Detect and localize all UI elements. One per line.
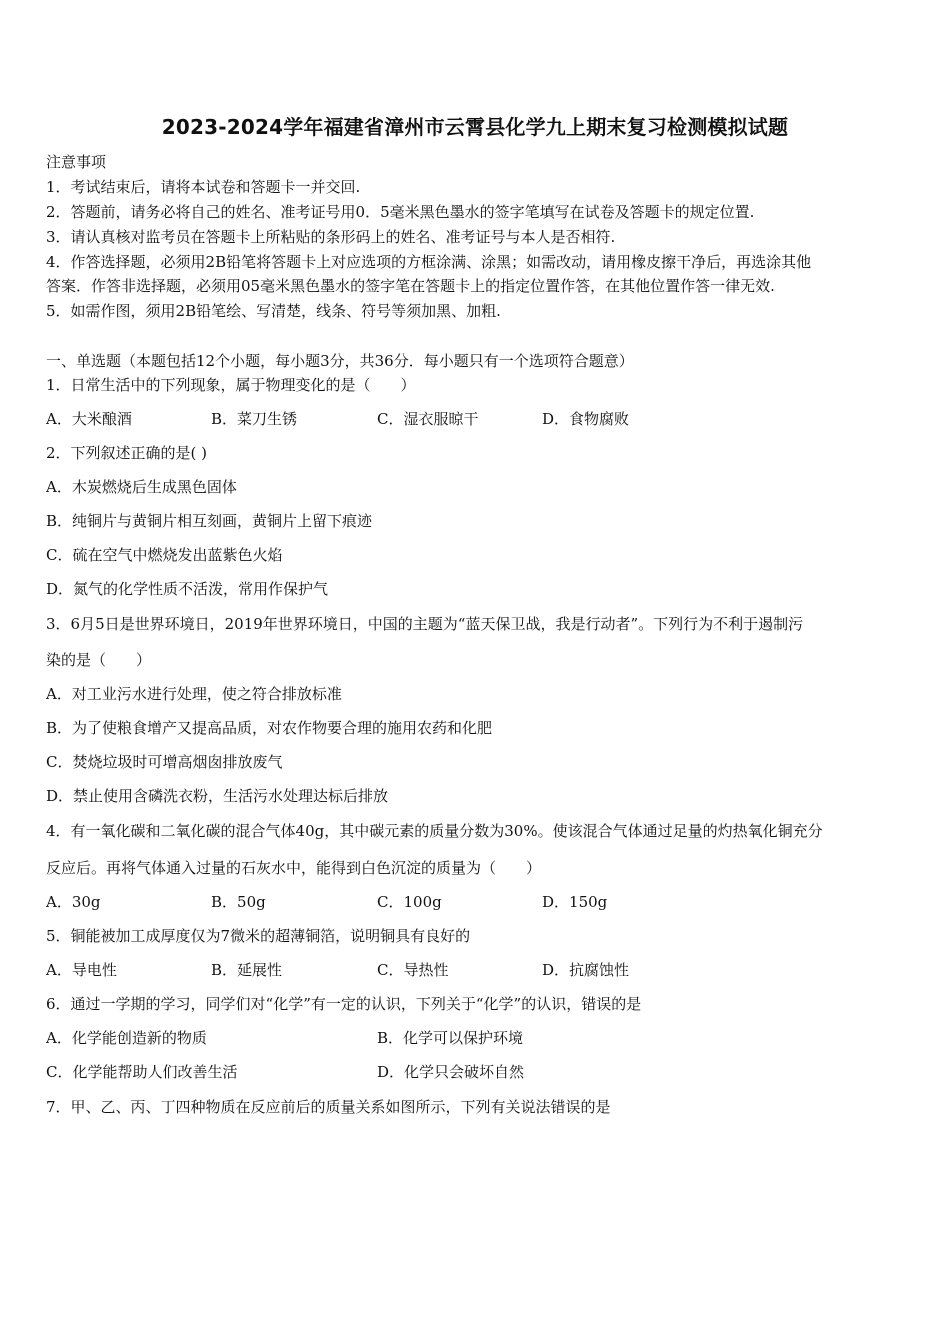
q6-option-a: A．化学能创造新的物质 [46, 1029, 207, 1047]
q1-option-d: D．食物腐败 [542, 410, 630, 428]
question-4-stem-cont: 反应后。再将气体通入过量的石灰水中，能得到白色沉淀的质量为（ ） [46, 859, 542, 877]
q3-option-b: B．为了使粮食增产又提高品质，对农作物要合理的施用农药和化肥 [46, 719, 493, 737]
notice-item: 2．答题前，请务必将自己的姓名、准考证号用0．5毫米黑色墨水的签字笔填写在试卷及答题卡的规定位置. [46, 203, 755, 221]
q5-option-d: D．抗腐蚀性 [542, 961, 630, 979]
q2-option-d: D．氮气的化学性质不活泼，常用作保护气 [46, 580, 329, 598]
question-5-stem: 5．铜能被加工成厚度仅为7微米的超薄铜箔，说明铜具有良好的 [46, 927, 471, 945]
notice-item: 答案．作答非选择题，必须用05毫米黑色墨水的签字笔在答题卡上的指定位置作答，在其他位置作答一律无效. [46, 277, 775, 295]
question-2-stem: 2．下列叙述正确的是( ) [46, 444, 208, 462]
q4-option-c: C．100g [377, 893, 442, 911]
notice-item: 3．请认真核对监考员在答题卡上所粘贴的条形码上的姓名、准考证号与本人是否相符. [46, 228, 616, 246]
q4-option-d: D．150g [542, 893, 608, 911]
q2-option-c: C．硫在空气中燃烧发出蓝紫色火焰 [46, 546, 283, 564]
question-3-stem-cont: 染的是（ ） [46, 651, 152, 669]
question-4-stem: 4．有一氧化碳和二氧化碳的混合气体40g，其中碳元素的质量分数为30%。使该混合气体通过足量的灼热氧化铜充分 [46, 822, 823, 840]
notice-item: 4．作答选择题，必须用2B铅笔将答题卡上对应选项的方框涂满、涂黑；如需改动，请用橡皮擦干净后，再选涂其他 [46, 253, 812, 271]
notice-item: 1．考试结束后，请将本试卷和答题卡一并交回. [46, 178, 361, 196]
q1-option-b: B．菜刀生锈 [211, 410, 298, 428]
q4-option-b: B．50g [211, 893, 266, 911]
notice-item: 5．如需作图，须用2B铅笔绘、写清楚，线条、符号等须加黑、加粗. [46, 302, 501, 320]
q3-option-c: C．焚烧垃圾时可增高烟囱排放废气 [46, 753, 283, 771]
q3-option-d: D．禁止使用含磷洗衣粉，生活污水处理达标后排放 [46, 787, 389, 805]
section-heading: 一、单选题（本题包括12个小题，每小题3分，共36分．每小题只有一个选项符合题意） [46, 352, 634, 370]
q5-option-b: B．延展性 [211, 961, 283, 979]
question-6-stem: 6．通过一学期的学习，同学们对“化学”有一定的认识，下列关于“化学”的认识，错误的是 [46, 995, 642, 1013]
question-1-stem: 1．日常生活中的下列现象，属于物理变化的是（ ） [46, 376, 416, 394]
q1-option-a: A．大米酿酒 [46, 410, 132, 428]
q6-option-c: C．化学能帮助人们改善生活 [46, 1063, 238, 1081]
q6-option-b: B．化学可以保护环境 [377, 1029, 524, 1047]
notice-heading: 注意事项 [46, 153, 107, 171]
question-3-stem: 3．6月5日是世界环境日，2019年世界环境日，中国的主题为“蓝天保卫战，我是行动者”。下列行为不利于遏制污 [46, 615, 804, 633]
q2-option-a: A．木炭燃烧后生成黑色固体 [46, 478, 237, 496]
q2-option-b: B．纯铜片与黄铜片相互刻画，黄铜片上留下痕迹 [46, 512, 373, 530]
q1-option-c: C．湿衣服晾干 [377, 410, 479, 428]
page-title: 2023-2024学年福建省漳州市云霄县化学九上期末复习检测模拟试题 [161, 115, 789, 139]
q6-option-d: D．化学只会破坏自然 [377, 1063, 525, 1081]
q4-option-a: A．30g [46, 893, 101, 911]
q5-option-c: C．导热性 [377, 961, 449, 979]
q3-option-a: A．对工业污水进行处理，使之符合排放标准 [46, 685, 342, 703]
question-7-stem: 7．甲、乙、丙、丁四种物质在反应前后的质量关系如图所示，下列有关说法错误的是 [46, 1098, 611, 1116]
q5-option-a: A．导电性 [46, 961, 117, 979]
